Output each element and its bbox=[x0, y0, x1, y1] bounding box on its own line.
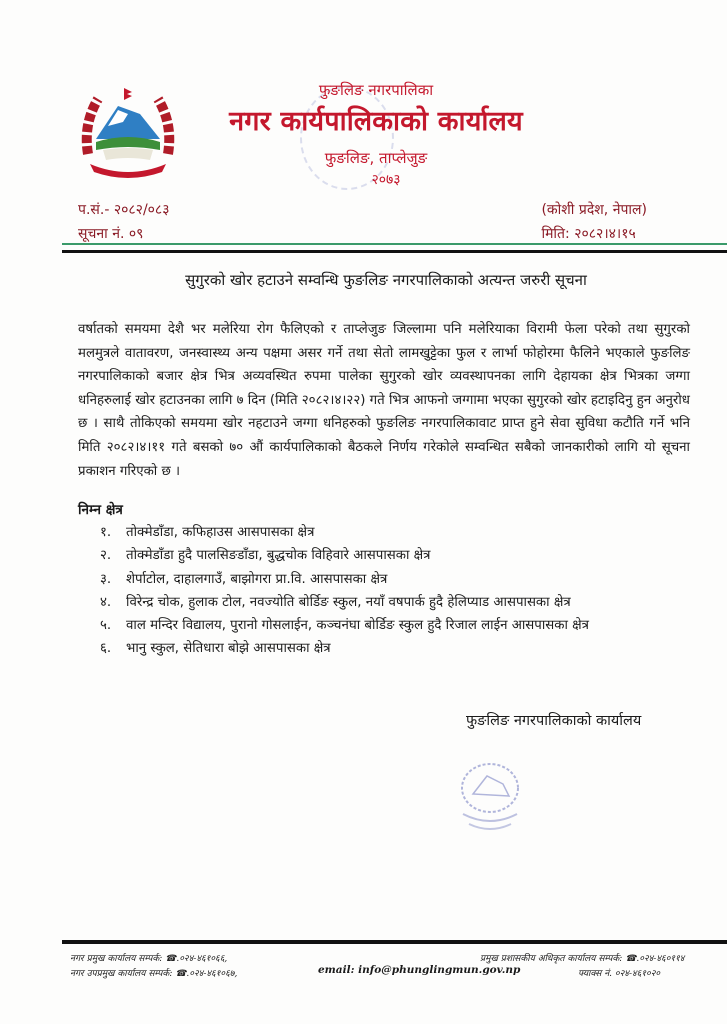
item-number: ६. bbox=[100, 641, 112, 657]
reference-number: प.सं.- २०८२/०८३ bbox=[78, 202, 170, 218]
mayor-contact: नगर प्रमुख कार्यालय सम्पर्क: ☎.०२४-४६१०६६, bbox=[70, 954, 228, 964]
areas-heading: निम्न क्षेत्र bbox=[78, 502, 123, 518]
list-item bbox=[100, 521, 589, 544]
email-link[interactable]: email: info@phunglingmun.gov.np bbox=[318, 964, 521, 976]
list-item bbox=[100, 544, 589, 567]
list-item bbox=[100, 591, 589, 614]
item-text: विरेन्द्र चोक, हुलाक टोल, नवज्योति बोर्डिङ स्कुल, नयाँ वषपार्क हुदै हेलिप्याड आसपासका क्षेत्र bbox=[126, 594, 571, 610]
reference-block bbox=[78, 198, 170, 246]
item-text: भानु स्कुल, सेतिधारा बोझे आसपासका क्षेत्र bbox=[126, 641, 331, 657]
footer-divider bbox=[62, 940, 727, 944]
notice-body: वर्षातको समयमा देशै भर मलेरिया रोग फैलिएको र ताप्लेजुङ जिल्लामा पनि मलेरियाका विरामी फेला परेको तथा सुगुरको मलमुत्रले वातावरण, जनस्वास्थ्य अन्य पक्षमा असर गर्ने तथा सेतो लामखुट्टेका फुल र लार्भा फोहोरमा फैलिने भएकाले फुङलिङ नगरपालिकाको बजार क्षेत्र भित्र अव्यवस्थित रुपमा पालेका सुगुरको खोर व्यवस्थापनका लागि देहायका क्षेत्र भित्रका जग्गा धनिहरुलाई खोर हटाउनका लागि ७ दिन (मिति २०८२।४।२२) गते भित्र आफनो जग्गामा भएका सुगुरको खोर हटाइदिनु हुन अनुरोध छ । साथै तोकिएको समयमा खोर नहटाउने जग्गा धनिहरुको फुङलिङ नगरपालिकावाट प्राप्त हुने सेवा सुविधा कटौति गर्ने भनि मिति २०८२।४।११ गते बसको ७० औं कार्यपालिकाको बैठकले निर्णय गरेकोले सम्वन्धित सबैको जानकारीको लागि यो सूचना प्रकाशन गरिएको छ । bbox=[78, 322, 690, 479]
signatory-office: फुङलिङ नगरपालिकाको कार्यालय bbox=[466, 713, 642, 729]
item-number: ३. bbox=[100, 571, 112, 587]
item-text: तोक्मेडाँडा, कफिहाउस आसपासका क्षेत्र bbox=[126, 525, 315, 540]
municipality-name: फुङलिङ नगरपालिका bbox=[318, 81, 434, 99]
item-number: ४. bbox=[100, 594, 112, 610]
cao-contact: प्रमुख प्रशासकीय अधिकृत कार्यालय सम्पर्क: ☎.०२४-४६०११४ bbox=[480, 954, 685, 964]
list-item bbox=[100, 614, 589, 637]
established-year: २०७३ bbox=[371, 172, 401, 188]
office-location: फुङलिङ, ताप्लेजुङ bbox=[324, 149, 428, 167]
notice-number: सूचना नं. ०९ bbox=[78, 226, 144, 242]
province: (कोशी प्रदेश, नेपाल) bbox=[541, 202, 647, 218]
list-item bbox=[100, 637, 589, 660]
notice-date: मिति: २०८२।४।१५ bbox=[541, 226, 636, 242]
signature-stamp bbox=[455, 758, 525, 838]
areas-list bbox=[100, 521, 589, 661]
province-date-block bbox=[541, 198, 647, 246]
office-title: नगर कार्यपालिकाको कार्यालय bbox=[229, 106, 523, 137]
deputy-mayor-contact: नगर उपप्रमुख कार्यालय सम्पर्क: ☎.०२४-४६१०६७, bbox=[70, 969, 238, 979]
fax-number: फ्याक्स नं. ०२४-४६१०२० bbox=[578, 969, 661, 979]
item-text: तोक्मेडाँडा हुदै पालसिङडाँडा, बुद्धचोक विहिवारे आसपासका क्षेत्र bbox=[126, 548, 431, 564]
item-text: वाल मन्दिर विद्यालय, पुरानो गोसलाईन, कञ्चनंघा बोर्डिङ स्कुल हुदै रिजाल लाईन आसपासका क्षेत्र bbox=[126, 618, 590, 634]
item-text: शेर्पाटोल, दाहालगाउँ, बाझोगरा प्रा.वि. आसपासका क्षेत्र bbox=[126, 571, 388, 587]
header-divider-green bbox=[62, 243, 727, 245]
item-number: २. bbox=[100, 548, 112, 564]
notice-subject: सुगुरको खोर हटाउने सम्वन्धि फुङलिङ नगरपालिकाको अत्यन्त जरुरी सूचना bbox=[185, 271, 587, 289]
list-item bbox=[100, 568, 589, 591]
header-divider-black bbox=[62, 250, 727, 253]
item-number: ५. bbox=[100, 618, 112, 634]
item-number: १. bbox=[100, 525, 112, 540]
